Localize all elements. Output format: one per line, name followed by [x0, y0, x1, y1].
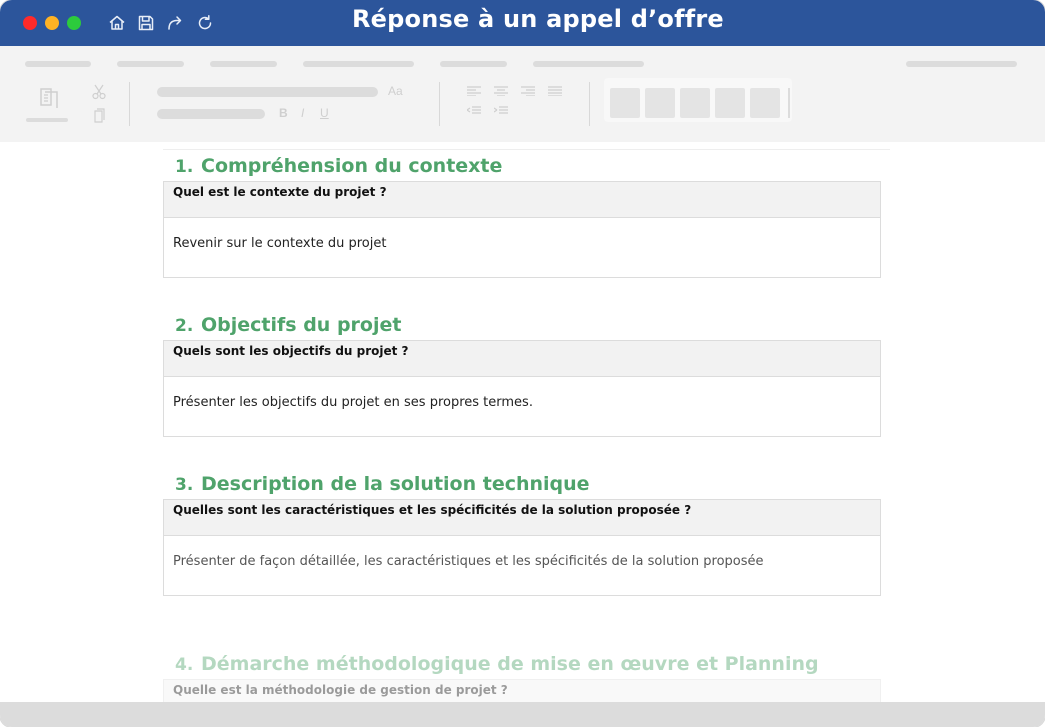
- section-objectives: [163, 310, 881, 437]
- ribbon-divider: [589, 82, 590, 126]
- answer-field[interactable]: Présenter les objectifs du projet en ses propres termes.: [173, 395, 533, 410]
- font-size-dropdown[interactable]: [157, 109, 265, 119]
- ribbon-tab[interactable]: [906, 61, 1017, 67]
- question-text: Quels sont les objectifs du projet ?: [164, 341, 880, 377]
- section-heading: [163, 151, 881, 181]
- ribbon-tab[interactable]: [303, 61, 414, 67]
- section-methodology: [163, 649, 881, 702]
- ribbon-tab[interactable]: [210, 61, 277, 67]
- styles-scrollbar[interactable]: [788, 88, 790, 118]
- section-title: Description de la solution technique: [201, 473, 590, 495]
- ribbon-tab[interactable]: [117, 61, 184, 67]
- section-technical-solution: [163, 469, 881, 596]
- section-context: [163, 151, 881, 278]
- answer-field[interactable]: Présenter de façon détaillée, les caractéristiques et les spécificités de la solution proposée: [173, 554, 764, 569]
- style-swatch[interactable]: [750, 88, 780, 118]
- question-box: [163, 499, 881, 596]
- page-top-edge: [163, 149, 890, 150]
- ribbon-toolbar: [0, 46, 1045, 142]
- align-right-icon[interactable]: [521, 86, 535, 96]
- indent-icon[interactable]: [494, 106, 508, 116]
- paste-icon[interactable]: [36, 86, 60, 108]
- question-box: [163, 679, 881, 702]
- styles-gallery: [604, 78, 792, 122]
- ribbon-tab[interactable]: [25, 61, 91, 67]
- align-center-icon[interactable]: [494, 86, 508, 96]
- bold-button[interactable]: B: [279, 106, 288, 120]
- font-family-dropdown[interactable]: [157, 87, 378, 97]
- section-heading: [163, 649, 881, 679]
- section-heading: [163, 310, 881, 340]
- paste-label: [26, 118, 68, 122]
- section-number: 2.: [175, 316, 194, 336]
- status-bar: [0, 702, 1045, 727]
- ribbon-tab[interactable]: [533, 61, 644, 67]
- justify-icon[interactable]: [548, 86, 562, 96]
- underline-button[interactable]: U: [320, 106, 329, 120]
- section-title: Démarche méthodologique de mise en œuvre et Planning: [201, 653, 819, 675]
- outdent-icon[interactable]: [467, 106, 481, 116]
- title-bar: [0, 0, 1045, 46]
- question-text: Quelle est la méthodologie de gestion de projet ?: [164, 680, 880, 702]
- answer-field[interactable]: Revenir sur le contexte du projet: [173, 236, 387, 251]
- document-canvas: [0, 142, 1045, 702]
- style-swatch[interactable]: [680, 88, 710, 118]
- style-swatch[interactable]: [610, 88, 640, 118]
- cut-icon[interactable]: [92, 84, 106, 100]
- ribbon-divider: [129, 82, 130, 126]
- section-number: 4.: [175, 655, 194, 675]
- section-number: 3.: [175, 475, 194, 495]
- style-swatch[interactable]: [715, 88, 745, 118]
- section-heading: [163, 469, 881, 499]
- style-swatch[interactable]: [645, 88, 675, 118]
- font-case-button[interactable]: Aa: [388, 84, 403, 98]
- ribbon-divider: [439, 82, 440, 126]
- copy-icon[interactable]: [92, 108, 106, 124]
- question-box: [163, 181, 881, 278]
- section-number: 1.: [175, 157, 194, 177]
- question-box: [163, 340, 881, 437]
- window-title: Réponse à un appel d’offre: [352, 5, 724, 33]
- section-title: Objectifs du projet: [201, 314, 402, 336]
- ribbon-tab[interactable]: [440, 61, 507, 67]
- question-text: Quel est le contexte du projet ?: [164, 182, 880, 218]
- align-left-icon[interactable]: [467, 86, 481, 96]
- section-title: Compréhension du contexte: [201, 155, 503, 177]
- italic-button[interactable]: I: [301, 106, 305, 120]
- question-text: Quelles sont les caractéristiques et les spécificités de la solution proposée ?: [164, 500, 880, 536]
